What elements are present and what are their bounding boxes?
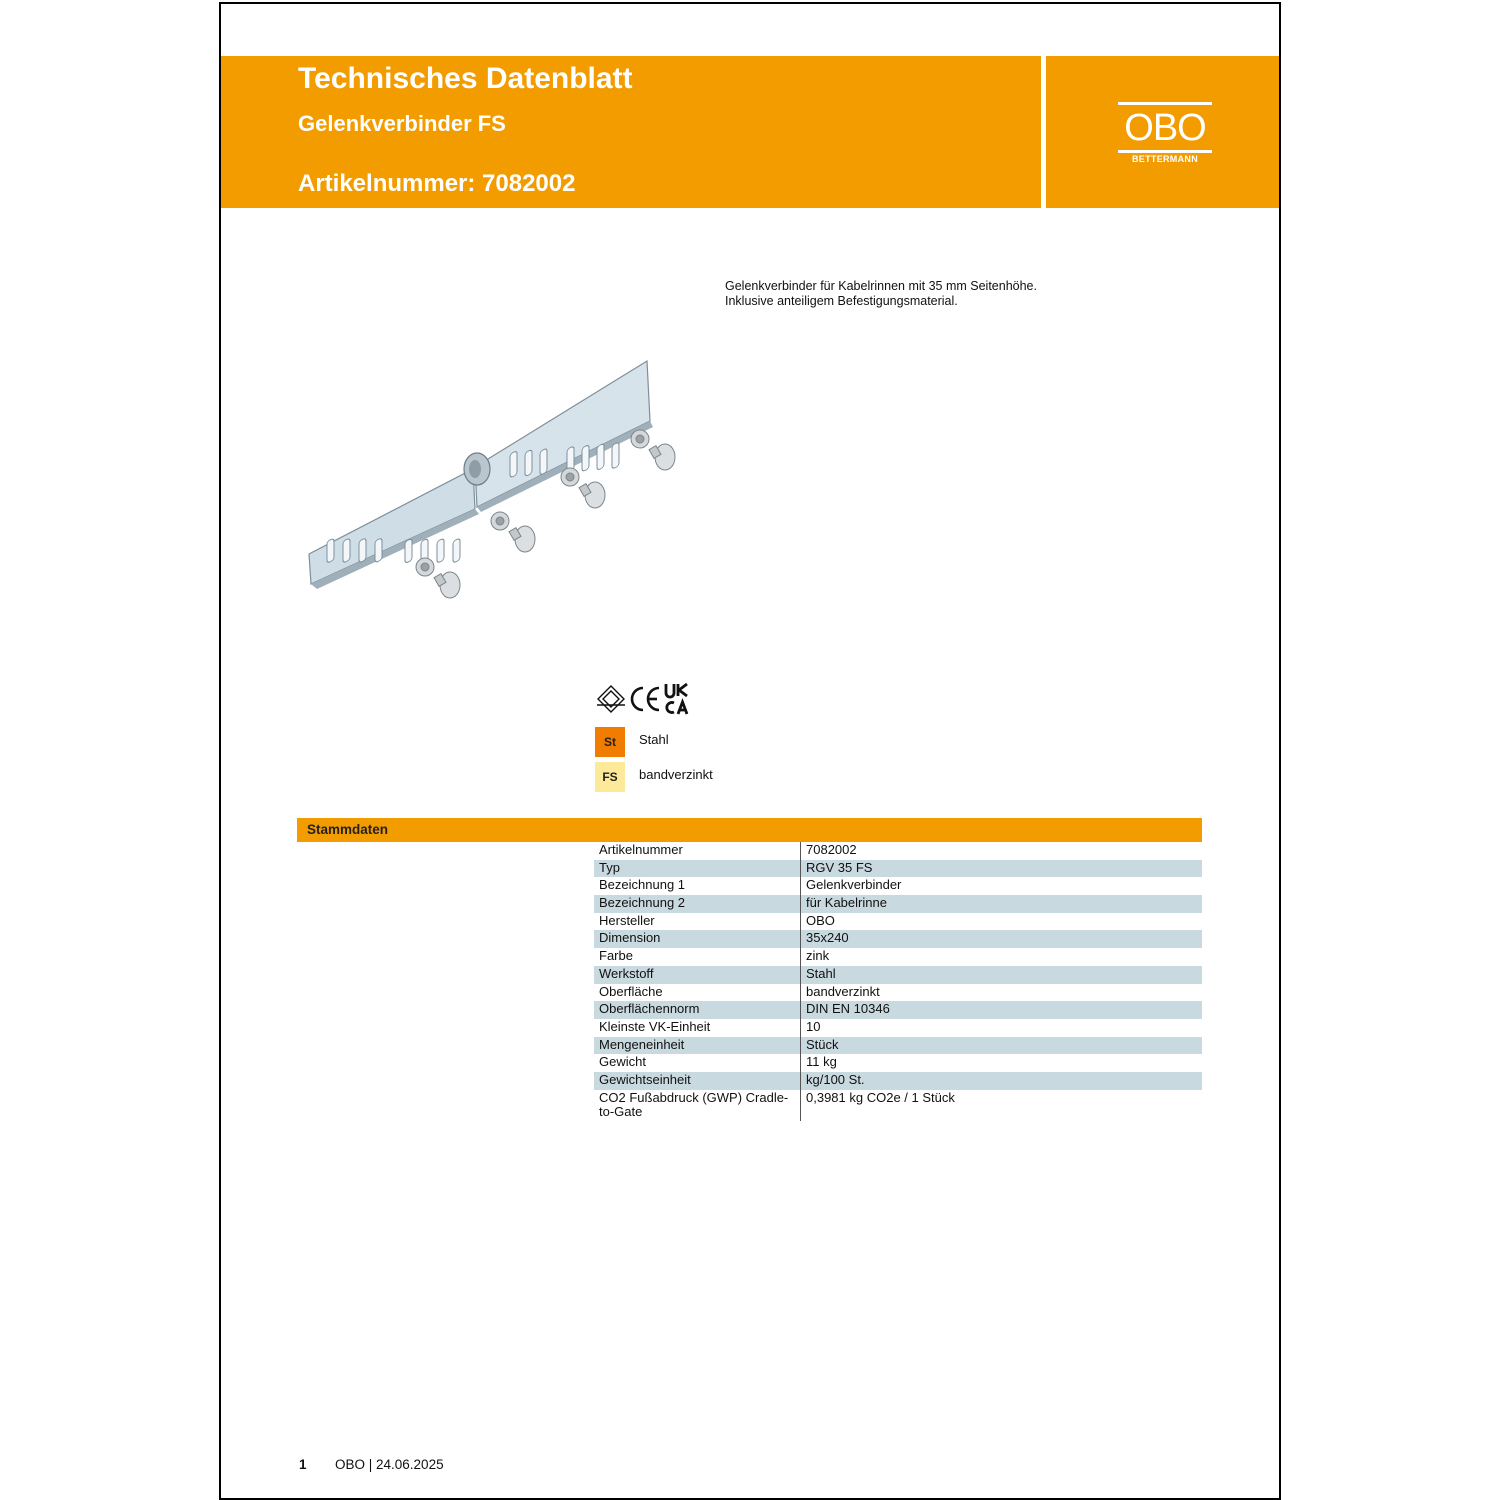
material-label: Stahl <box>639 732 669 747</box>
spec-key: Typ <box>594 860 801 878</box>
spec-value: RGV 35 FS <box>801 860 1203 878</box>
spec-key: Werkstoff <box>594 966 801 984</box>
surface-label: bandverzinkt <box>639 767 713 782</box>
spec-value: 35x240 <box>801 930 1203 948</box>
spec-key: Gewicht <box>594 1054 801 1072</box>
material-badge: St <box>595 727 625 757</box>
spec-value: 10 <box>801 1019 1203 1037</box>
spec-value: 11 kg <box>801 1054 1203 1072</box>
spec-value: kg/100 St. <box>801 1072 1203 1090</box>
surface-badge: FS <box>595 762 625 792</box>
spec-value: OBO <box>801 913 1203 931</box>
table-row <box>594 1054 1202 1072</box>
table-row <box>594 948 1202 966</box>
spec-value: Gelenkverbinder <box>801 877 1203 895</box>
section-header <box>297 818 1202 842</box>
ce-icon <box>632 688 659 710</box>
spec-key: Artikelnummer <box>594 842 801 860</box>
header-divider <box>1041 56 1046 208</box>
description-line-2: Inklusive anteiligem Befestigungsmaterial. <box>725 294 958 308</box>
table-row <box>594 966 1202 984</box>
description-line-1: Gelenkverbinder für Kabelrinnen mit 35 mm Seitenhöhe. <box>725 279 1037 293</box>
vde-icon <box>597 686 625 712</box>
spec-value: zink <box>801 948 1203 966</box>
spec-key: Kleinste VK-Einheit <box>594 1019 801 1037</box>
spec-value: bandverzinkt <box>801 984 1203 1002</box>
spec-key: Farbe <box>594 948 801 966</box>
page-title: Technisches Datenblatt <box>298 62 633 95</box>
table-row <box>594 1072 1202 1090</box>
spec-key: Hersteller <box>594 913 801 931</box>
spec-value: Stück <box>801 1037 1203 1055</box>
spec-value: 0,3981 kg CO2e / 1 Stück <box>801 1090 1203 1121</box>
spec-key: Dimension <box>594 930 801 948</box>
spec-key: Oberflächennorm <box>594 1001 801 1019</box>
table-row <box>594 984 1202 1002</box>
table-row <box>594 913 1202 931</box>
table-row <box>594 1090 1202 1121</box>
spec-key: Bezeichnung 1 <box>594 877 801 895</box>
datasheet-page <box>219 2 1281 1500</box>
logo-bar-bottom <box>1118 150 1212 153</box>
spec-key: Bezeichnung 2 <box>594 895 801 913</box>
spec-key: Oberfläche <box>594 984 801 1002</box>
spec-key: CO2 Fußabdruck (GWP) Cradle-to-Gate <box>594 1090 801 1121</box>
table-row <box>594 930 1202 948</box>
logo-bar-top <box>1118 102 1212 105</box>
table-row <box>594 1001 1202 1019</box>
product-image <box>305 349 705 609</box>
table-row <box>594 860 1202 878</box>
table-row <box>594 895 1202 913</box>
product-subtitle: Gelenkverbinder FS <box>298 111 506 136</box>
logo-wordmark: OBO <box>1124 107 1206 149</box>
spec-value: DIN EN 10346 <box>801 1001 1203 1019</box>
table-row <box>594 877 1202 895</box>
spec-key: Mengeneinheit <box>594 1037 801 1055</box>
spec-table <box>594 842 1202 1121</box>
article-number-heading: Artikelnummer: 7082002 <box>298 170 576 197</box>
table-row <box>594 1037 1202 1055</box>
table-row <box>594 1019 1202 1037</box>
connector-plate-right <box>475 361 650 507</box>
page-number: 1 <box>299 1457 307 1472</box>
spec-value: für Kabelrinne <box>801 895 1203 913</box>
product-description <box>725 279 1037 309</box>
section-title: Stammdaten <box>307 822 389 837</box>
footer-text: OBO | 24.06.2025 <box>335 1457 444 1472</box>
certification-marks <box>595 681 705 717</box>
obo-logo <box>1116 102 1216 166</box>
spec-key: Gewichtseinheit <box>594 1072 801 1090</box>
logo-subtext: BETTERMANN <box>1132 154 1198 164</box>
table-row <box>594 842 1202 860</box>
ukca-icon <box>666 684 687 714</box>
spec-value: Stahl <box>801 966 1203 984</box>
spec-value: 7082002 <box>801 842 1203 860</box>
header-banner <box>221 56 1279 208</box>
